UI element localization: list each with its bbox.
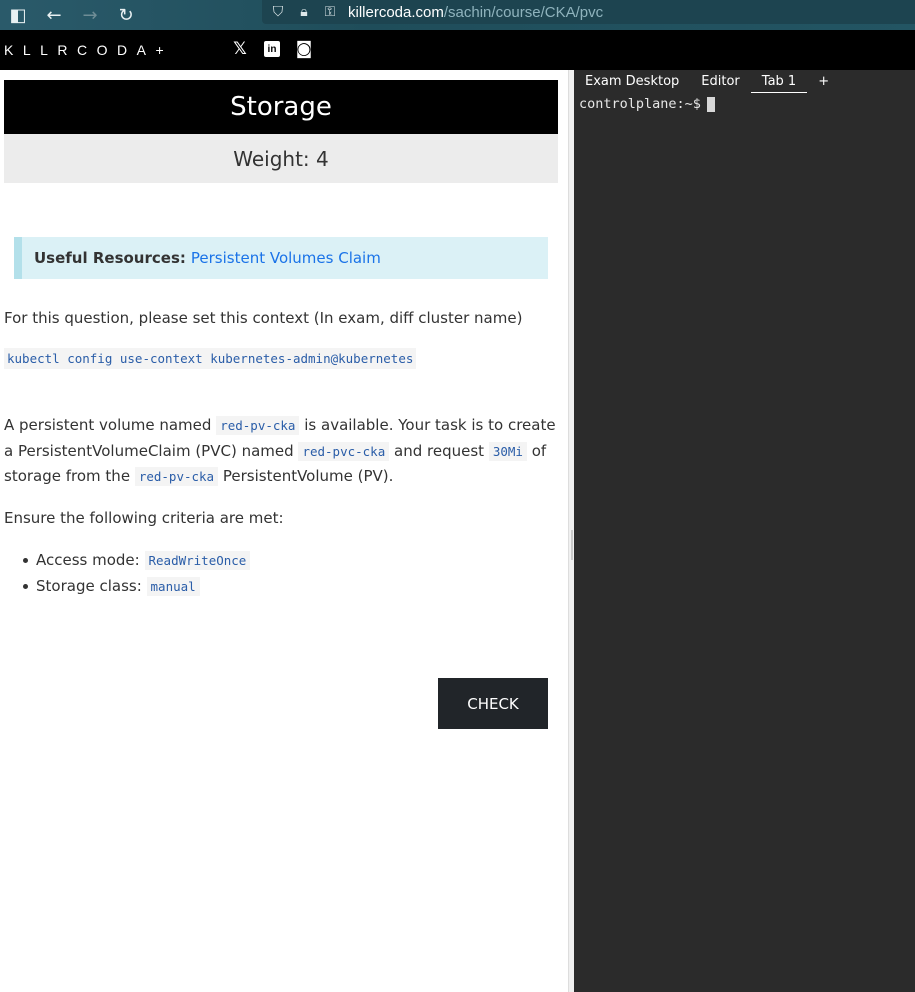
task-text-2: is available. Your task is to create a PersistentVolumeClaim (PVC) named bbox=[4, 416, 556, 460]
back-arrow-icon[interactable]: ← bbox=[46, 4, 62, 26]
url-host: killercoda.com bbox=[348, 3, 444, 21]
reload-icon[interactable]: ↻ bbox=[118, 4, 134, 26]
criteria-list bbox=[36, 548, 250, 600]
criteria-value: manual bbox=[147, 577, 200, 596]
context-instruction: For this question, please set this context (In exam, diff cluster name) bbox=[4, 309, 523, 327]
terminal-prompt: controlplane:~$ bbox=[579, 96, 701, 112]
tab-editor[interactable]: Editor bbox=[701, 74, 740, 89]
sidebar-toggle-icon[interactable]: ◧ bbox=[9, 4, 27, 26]
question-panel bbox=[0, 70, 568, 992]
resources-label: Useful Resources: bbox=[34, 249, 186, 267]
site-header bbox=[0, 30, 915, 70]
task-text-1: A persistent volume named bbox=[4, 416, 212, 434]
terminal-cursor bbox=[707, 97, 715, 112]
add-tab-button[interactable]: + bbox=[818, 74, 830, 89]
criteria-intro: Ensure the following criteria are met: bbox=[4, 509, 284, 527]
context-command: kubectl config use-context kubernetes-admin@kubernetes bbox=[4, 348, 416, 369]
task-text-3: and request bbox=[394, 441, 485, 460]
task-code-size: 30Mi bbox=[489, 442, 527, 461]
linkedin-icon[interactable]: in bbox=[264, 41, 280, 57]
criteria-label: Storage class: bbox=[36, 577, 142, 595]
social-links bbox=[230, 38, 314, 60]
forward-arrow-icon[interactable]: → bbox=[82, 4, 98, 26]
persistent-volumes-claim-link[interactable]: Persistent Volumes Claim bbox=[190, 249, 381, 267]
list-item bbox=[36, 574, 250, 600]
page-title: Storage bbox=[4, 80, 558, 134]
weight-label: Weight: 4 bbox=[4, 134, 558, 183]
task-code-pv: red-pv-cka bbox=[216, 416, 299, 435]
criteria-value: ReadWriteOnce bbox=[145, 551, 251, 570]
tab-terminal-1[interactable]: Tab 1 bbox=[751, 71, 807, 93]
terminal-screen[interactable] bbox=[579, 96, 715, 112]
task-text-4: of storage from the bbox=[4, 441, 547, 485]
browser-toolbar bbox=[0, 0, 915, 30]
x-icon[interactable]: 𝕏 bbox=[233, 39, 247, 59]
site-logo[interactable]: KLLRCODA+ bbox=[4, 42, 174, 58]
task-code-pvc: red-pvc-cka bbox=[298, 442, 389, 461]
splitter-grip[interactable] bbox=[571, 530, 573, 560]
url-text[interactable] bbox=[348, 4, 603, 21]
criteria-label: Access mode: bbox=[36, 551, 140, 569]
discord-icon[interactable]: ◙ bbox=[295, 39, 313, 59]
lock-icon[interactable]: 🔒︎ bbox=[300, 4, 308, 20]
tab-exam-desktop[interactable]: Exam Desktop bbox=[585, 74, 680, 89]
shield-icon[interactable]: ⛉ bbox=[272, 4, 284, 20]
permissions-icon[interactable]: ⚿ bbox=[324, 4, 336, 20]
task-description bbox=[4, 413, 560, 490]
address-bar[interactable] bbox=[262, 0, 915, 24]
check-button[interactable]: CHECK bbox=[438, 678, 548, 729]
useful-resources-box bbox=[14, 237, 548, 279]
terminal-panel bbox=[574, 70, 915, 992]
task-code-pv-2: red-pv-cka bbox=[135, 467, 218, 486]
url-path: /sachin/course/CKA/pvc bbox=[443, 3, 604, 21]
list-item bbox=[36, 548, 250, 574]
terminal-tabs bbox=[574, 70, 915, 94]
task-text-5: PersistentVolume (PV). bbox=[222, 467, 394, 485]
